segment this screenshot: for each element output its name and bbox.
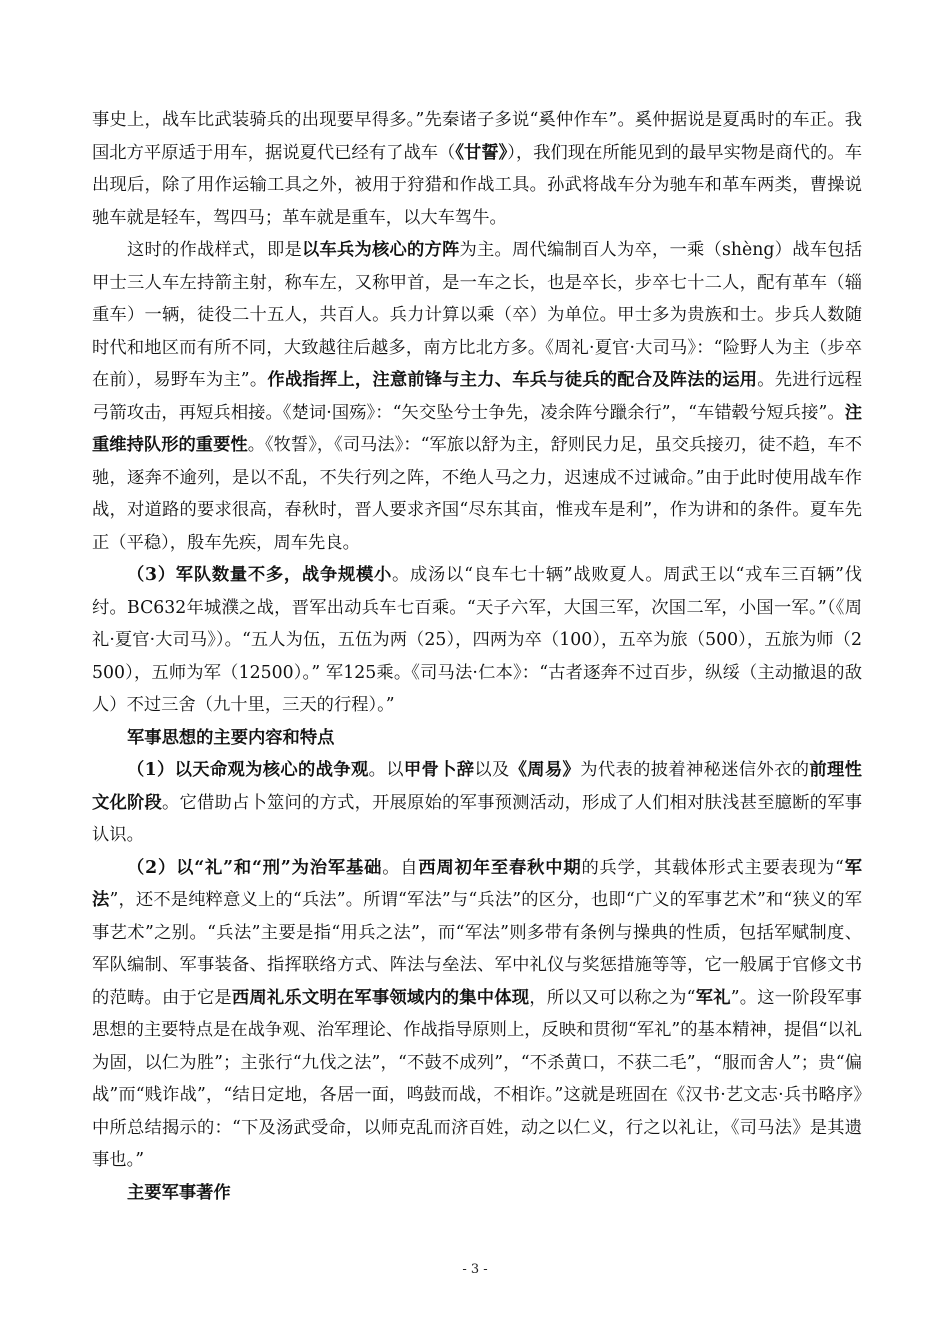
text-run: 为代表的披着神秘迷信外衣的 bbox=[580, 760, 810, 780]
text-run: 。先进行远程弓箭攻击，再短兵相接。《楚词·国殇》：“矢交坠兮士争先，凌余阵兮躐余行”，“车错毂兮短兵接”。 bbox=[92, 370, 862, 423]
paragraph-military-law bbox=[92, 852, 862, 1177]
bold-text-run: （1）以天命观为核心的战争观 bbox=[127, 760, 369, 780]
bold-text-run: 西周礼乐文明在军事领域内的集中体现 bbox=[231, 987, 530, 1008]
section-heading-military-works: 主要军事著作 bbox=[127, 1182, 231, 1203]
text-run: ，所以又可以称之为“ bbox=[529, 987, 696, 1008]
paragraph-combat-style bbox=[92, 234, 862, 559]
text-run: 。成汤以“良车七十辆”战败夏人。周武王以“戎车三百辆”伐纣。BC632年城濮之战，晋军出动兵车七百乘。“天子六军，大国三军，次国二军，小国一军。”（《周礼·夏官·大司马》）。“五人为伍，五伍为两（25），四两为卒（100），五卒为旅（500），五旅为师（2500），五师为军（12500）。” 军125乘。《司马法·仁本》：“古者逐奔不过百步，纵绥（主动撤退的敌人）不过三舍（九十里，三天的行程）。” bbox=[92, 565, 862, 715]
text-run: 为主。周代编制百人为卒，一乘（shèng）战车包括甲士三人车左持箭主射，称车左，又称甲首，是一车之长，也是卒长，步卒七十二人，配有革车（辎重车）一辆，徒役二十五人，共百人。兵力计算以乘（卒）为单位。甲士多为贵族和士。步兵人数随时代和地区而有所不同，大致越往后越多，南方比北方多。《周礼·夏官·大司马》：“险野人为主（步卒在前），易野车为主”。 bbox=[92, 240, 862, 390]
text-run: ”，还不是纯粹意义上的“兵法”。所谓“军法”与“兵法”的区分，也即“广义的军事艺术”和“狭义的军事艺术”之别。“兵法”主要是指“用兵之法”，而“军法”则多带有条例与操典的性质，包括军赋制度、军队编制、军事装备、指挥联络方式、阵法与垒法、军中礼仪与奖惩措施等等，它一般属于官修文书的范畴。由于它是 bbox=[92, 890, 862, 1008]
text-run: 。自 bbox=[382, 857, 419, 878]
bold-text-run: 西周初年至春秋中期 bbox=[418, 857, 582, 878]
document-body bbox=[92, 104, 862, 1209]
bold-text-run: 《甘誓》 bbox=[455, 142, 508, 163]
bold-text-run: 《周易》 bbox=[509, 760, 581, 780]
section-heading-military-thought: 军事思想的主要内容和特点 bbox=[127, 727, 335, 748]
text-run: 。《牧誓》，《司马法》：“军旅以舒为主，舒则民力足，虽交兵接刃，徒不趋，车不驰，逐奔不逾列，是以不乱，不失行列之阵，不绝人马之力，迟速成不过诫命。”由于此时使用战车作战，对道路的要求很高，春秋时，晋人要求齐国“尽东其亩，惟戎车是利”，作为讲和的条件。夏车先正（平稳），殷车先疾，周车先良。 bbox=[92, 435, 862, 553]
text-run: 这时的作战样式，即是 bbox=[127, 240, 303, 260]
text-run: 以及 bbox=[474, 760, 510, 780]
text-run: ），我们现在所能见到的最早实物是商代的。车出现后，除了用作运输工具之外，被用于狩猎和作战工具。孙武将战车分为驰车和革车两类，曹操说驰车就是轻车，驾四马；革车就是重车，以大车驾牛。 bbox=[92, 142, 862, 228]
text-run: ”。这一阶段军事思想的主要特点是在战争观、治军理论、作战指导原则上，反映和贯彻“军礼”的基本精神，提倡“以礼为固，以仁为胜”；主张行“九伐之法”，“不鼓不成列”，“不杀黄口，不获二毛”，“服而舍人”；贵“偏战”而“贱诈战”，“结日定地，各居一面，鸣鼓而战，不相诈。”这就是班固在《汉书·艺文志·兵书略序》中所总结揭示的：“下及汤武受命，以师克乱而济百姓，动之以仁义，行之以礼让，《司马法》是其遗事也。” bbox=[92, 987, 862, 1170]
text-run: 。它借助占卜筮问的方式，开展原始的军事预测活动，形成了人们相对肤浅甚至臆断的军事认识。 bbox=[92, 792, 862, 845]
bold-text-run: 注重维持队形的重要性 bbox=[92, 402, 862, 455]
bold-text-run: 前理性文化阶段 bbox=[92, 760, 862, 813]
bold-text-run: 作战指挥上，注意前锋与主力、车兵与徒兵的配合及阵法的运用 bbox=[267, 370, 758, 390]
bold-text-run: 军礼 bbox=[695, 987, 731, 1008]
bold-text-run: 以车兵为核心的方阵 bbox=[302, 240, 460, 260]
text-run: 。以 bbox=[368, 760, 404, 780]
bold-text-run: （3）军队数量不多，战争规模小 bbox=[127, 565, 393, 585]
paragraph-army-size bbox=[92, 559, 862, 722]
paragraph-war-view bbox=[92, 754, 862, 852]
bold-text-run: 军法 bbox=[92, 857, 862, 910]
text-run: 的兵学，其载体形式主要表现为“ bbox=[581, 857, 844, 878]
bold-text-run: （2）以“礼”和“刑”为治军基础 bbox=[127, 857, 383, 878]
bold-text-run: 甲骨卜辞 bbox=[403, 760, 475, 780]
page-number: - 3 - bbox=[462, 1262, 488, 1277]
paragraph-chariot-history bbox=[92, 104, 862, 234]
text-run: 事史上，战车比武装骑兵的出现要早得多。”先秦诸子多说“奚仲作车”。奚仲据说是夏禹时的车正。我国北方平原适于用车，据说夏代已经有了战车（ bbox=[92, 110, 862, 163]
